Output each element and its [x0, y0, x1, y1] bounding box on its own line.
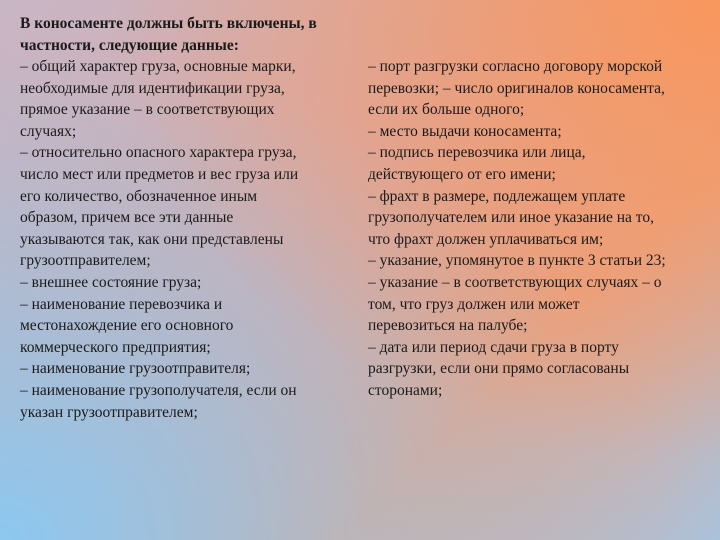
- right-line: действующего от его имени;: [368, 165, 556, 183]
- right-column: [368, 56, 666, 402]
- right-line: – место выдачи коносамента;: [368, 122, 562, 140]
- right-line: – указание, упомянутое в пункте 3 статьи 23;: [368, 252, 666, 270]
- left-line: указан грузоотправителем;: [20, 403, 198, 421]
- left-line: его количество, обозначенное иным: [20, 187, 258, 205]
- left-line: местонахождение его основного: [20, 317, 234, 335]
- left-line: образом, причем все эти данные: [20, 209, 234, 227]
- right-line: перевозиться на палубе;: [368, 317, 528, 335]
- left-line: – наименование перевозчика и: [20, 295, 223, 313]
- right-line: – указание – в соответствующих случаях – о: [368, 273, 662, 291]
- left-column: [20, 56, 298, 423]
- right-line: если их больше одного;: [368, 101, 525, 119]
- right-line: сторонами;: [368, 381, 443, 399]
- left-line: необходимые для идентификации груза,: [20, 79, 285, 97]
- right-line: – дата или период сдачи груза в порту: [368, 338, 619, 356]
- left-line: – наименование грузоотправителя;: [20, 360, 251, 378]
- left-line: прямое указание – в соответствующих: [20, 101, 275, 119]
- right-line: перевозки; – число оригиналов коносамента,: [368, 79, 665, 97]
- left-line: случаях;: [20, 122, 77, 140]
- right-line: грузополучателем или иное указание на то,: [368, 209, 654, 227]
- right-line: – подпись перевозчика или лица,: [368, 144, 586, 162]
- right-line: – фрахт в размере, подлежащем уплате: [368, 187, 626, 205]
- left-line: грузоотправителем;: [20, 252, 151, 270]
- right-line: – порт разгрузки согласно договору морской: [368, 58, 663, 75]
- left-line: – общий характер груза, основные марки,: [20, 58, 296, 75]
- left-line: коммерческого предприятия;: [20, 338, 211, 356]
- left-line: указываются так, как они представлены: [20, 230, 284, 248]
- right-line: том, что груз должен или может: [368, 295, 580, 313]
- heading-line: В коносаменте должны быть включены, в: [20, 15, 317, 32]
- heading-line: частности, следующие данные:: [20, 36, 239, 54]
- left-line: – наименование грузополучателя, если он: [20, 381, 297, 399]
- slide-heading: [20, 13, 317, 56]
- right-line: что фрахт должен уплачиваться им;: [368, 230, 604, 248]
- left-line: – внешнее состояние груза;: [20, 273, 202, 291]
- right-line: разгрузки, если они прямо согласованы: [368, 360, 630, 378]
- left-line: число мест или предметов и вес груза или: [20, 165, 299, 183]
- left-line: – относительно опасного характера груза,: [20, 144, 297, 162]
